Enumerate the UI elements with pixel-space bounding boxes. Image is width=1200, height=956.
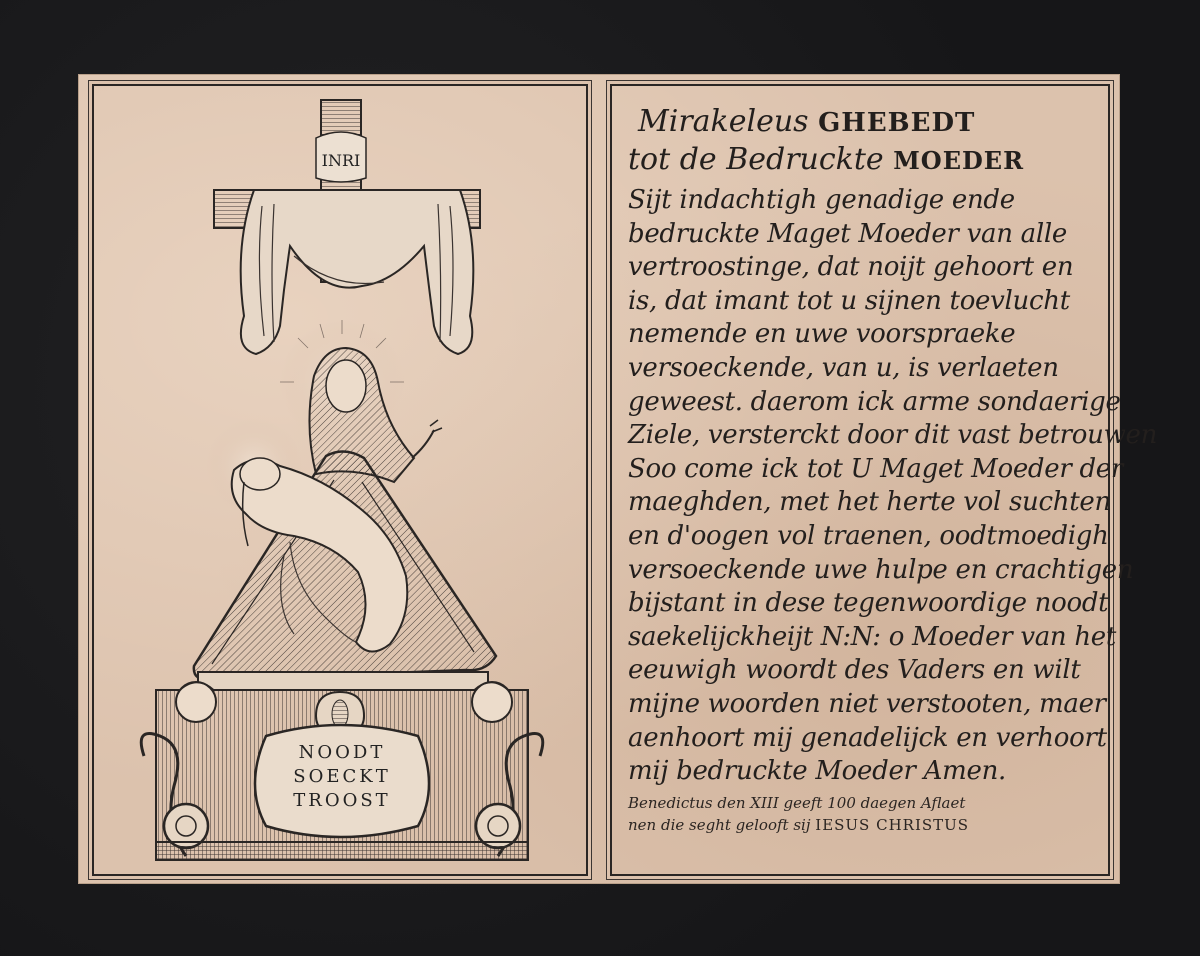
prayer-line: mijne woorden niet verstooten, maer: [628, 688, 1106, 719]
title-line-1-prefix: Mirakeleus: [638, 104, 809, 139]
indulgence-line-2-caps: IESUS CHRISTUS: [815, 816, 970, 834]
prayer-line: geweest. daerom ick arme sondaerige: [628, 386, 1121, 417]
pedestal-top: [198, 672, 488, 690]
prayer-line: Ziele, versterckt door dit vast betrouwen: [628, 420, 1158, 451]
prayer-line: saekelijckheijt N:N: o Moeder van het: [628, 621, 1117, 652]
title-line-2-caps: MOEDER: [893, 146, 1025, 175]
prayer-line: en d'oogen vol traenen, oodtmoedigh: [628, 520, 1109, 551]
motto-line-3: TROOST: [293, 790, 391, 811]
pieta-engraving: [94, 86, 586, 874]
prayer-line: versoeckende uwe hulpe en crachtigen: [628, 554, 1134, 585]
engraving-panel: [92, 84, 588, 876]
indulgence-note: [628, 792, 1098, 836]
indulgence-line-1: Benedictus den XIII geeft 100 daegen Aflaet: [628, 794, 966, 812]
prayer-body: [628, 184, 1158, 789]
indulgence-line-2-prefix: nen die seght gelooft sij: [628, 816, 811, 834]
prayer-line: bedruckte Maget Moeder van alle: [628, 218, 1067, 249]
cross-inscription: INRI: [321, 151, 361, 170]
prayer-line: mij bedruckte Moeder Amen.: [628, 756, 1006, 787]
prayer-card: [78, 74, 1158, 884]
prayer-line: Soo come ick tot U Maget Moeder der: [628, 453, 1124, 484]
indulgence-line-2: [628, 814, 1098, 836]
title-line-1-caps: GHEBEDT: [818, 108, 976, 138]
prayer-text-panel: [610, 84, 1158, 876]
prayer-line: bijstant in dese tegenwoordige noodt: [628, 588, 1109, 619]
motto-line-2: SOECKT: [293, 766, 391, 787]
title-line-2: [628, 141, 1098, 180]
prayer-line: eeuwigh woordt des Vaders en wilt: [628, 655, 1081, 686]
prayer-line: versoeckende, van u, is verlaeten: [628, 352, 1059, 383]
prayer-line: aenhoort mij genadelijck en verhoort: [628, 722, 1107, 753]
prayer-line: vertroostinge, dat noijt gehoort en: [628, 252, 1074, 283]
prayer-line: maeghden, met het herte vol suchten: [628, 487, 1111, 518]
prayer-line: nemende en uwe voorspraeke: [628, 319, 1016, 350]
motto-line-1: NOODT: [298, 742, 386, 763]
prayer-line: Sijt indachtigh genadige ende: [628, 185, 1015, 215]
title-line-1: [638, 104, 1098, 141]
title-line-2-prefix: tot de Bedruckte: [628, 142, 884, 177]
prayer-line: is, dat imant tot u sijnen toevlucht: [628, 285, 1070, 316]
prayer-text: [628, 104, 1158, 789]
